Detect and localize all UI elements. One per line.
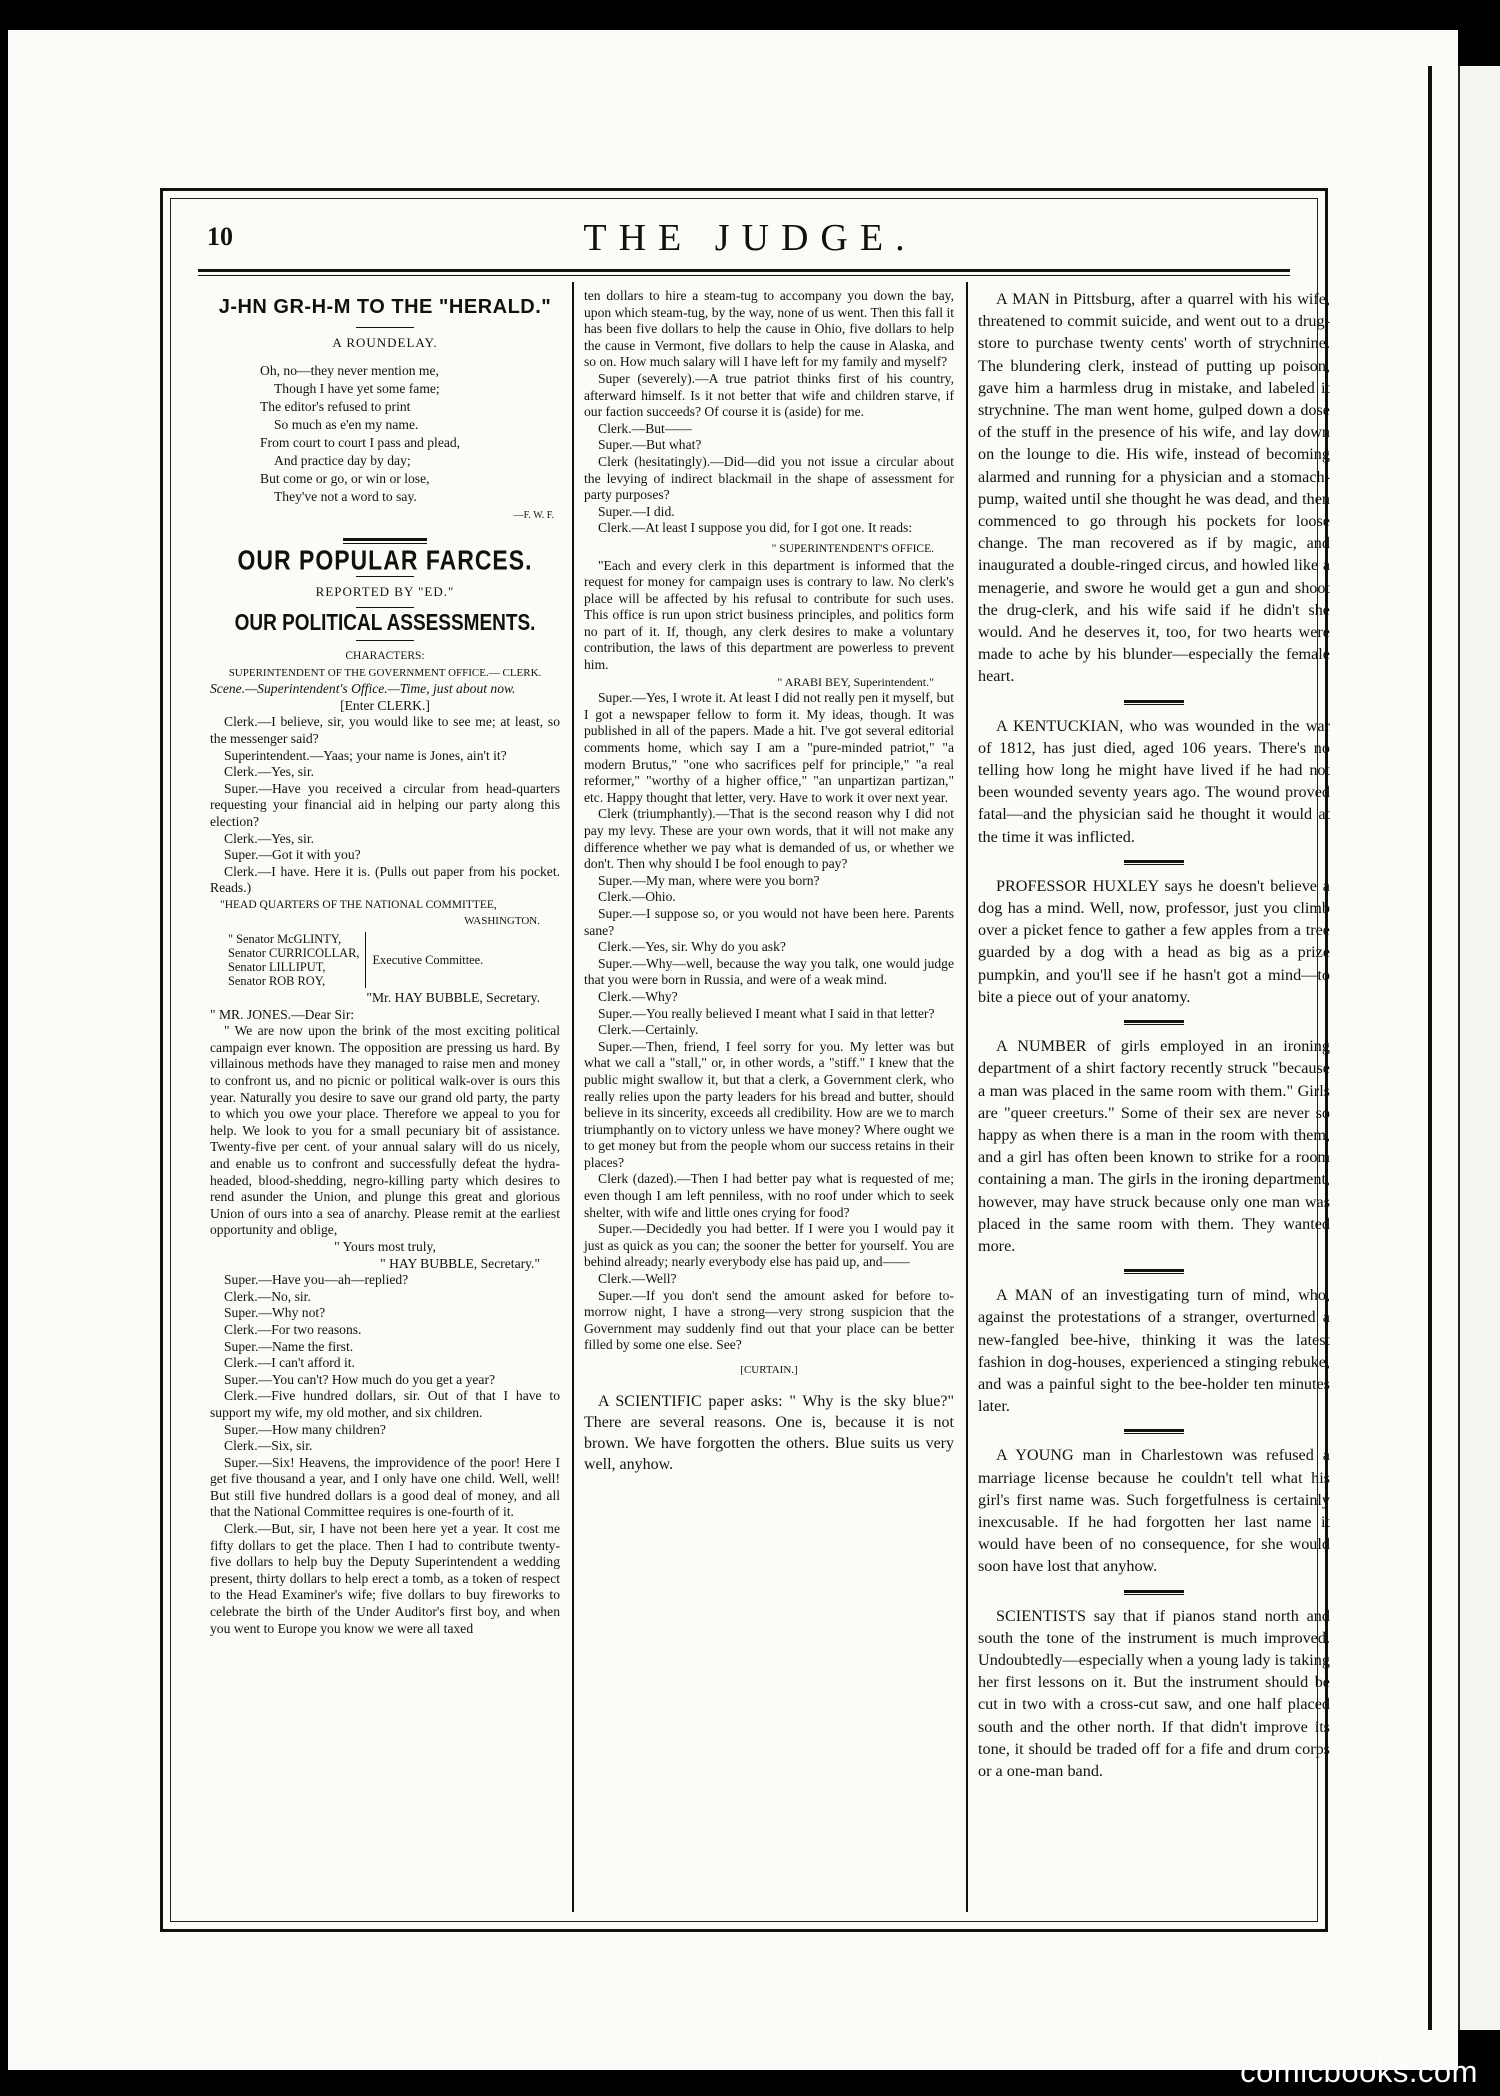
rule <box>356 607 414 608</box>
news-item: A MAN of an investigating turn of mind, who, against the protestations of a stranger, overturned a new-fangled bee-hive, thinking it was the latest fashion in dog-houses, experienced a stinging rebuke, and was a painful sight to the bee-holder ten minutes later. <box>978 1286 1330 1416</box>
poem-line: So much as e'en my name. <box>274 416 419 432</box>
dialogue-line: Super.—If you don't send the amount asked for before to-morrow night, I have a strong—very strong suspicion that the Government may suddenly find out that your place can be better filled by some one else. See? <box>584 1287 954 1353</box>
committee-names <box>228 932 366 988</box>
office-signature: " ARABI BEY, Superintendent." <box>777 674 934 689</box>
dialogue-line: Super (severely).—A true patriot thinks first of his country, afterward himself. Is it not better that wife and children starve, if our faction succeeds? Of course it is (aside) for me. <box>584 370 954 420</box>
dialogue-line: Super.—You really believed I meant what I said in that letter? <box>598 1005 935 1021</box>
poem <box>260 362 560 506</box>
curtain-direction: [CURTAIN.] <box>740 1364 798 1376</box>
adjacent-page-sliver <box>1458 66 1500 2030</box>
dialogue-line: Clerk.—I believe, sir, you would like to see me; at least, so the messenger said? <box>210 714 560 746</box>
byline: REPORTED BY "ED." <box>315 583 455 599</box>
rule <box>356 640 414 641</box>
rule <box>356 327 414 328</box>
dialogue-line: Clerk.—Ohio. <box>598 889 676 905</box>
dialogue-line: ten dollars to hire a steam-tug to accompany you down the bay, upon which steam-tug, by the way, none of us went. Then this fall it has been five dollars to help the cause in Ohio, five dollars to help the cause in Vermont, five dollars to help the cause in Alaska, and so on. How much salary will I have left for my family and myself? <box>584 288 954 370</box>
dialogue-line: Super.—I did. <box>598 503 675 519</box>
news-item: PROFESSOR HUXLEY says he doesn't believe a dog has a mind. Well, now, professor, just you climb over a picket fence to gather a few apples from a tree guarded by a dog with a head as big as a prize pumpkin, and you'll see if he hasn't got a mind—to bite a piece out of your anatomy. <box>978 876 1330 1006</box>
poem-signature: —F. W. F. <box>513 509 554 521</box>
news-item: A KENTUCKIAN, who was wounded in the war of 1812, has just died, aged 106 years. There's no telling how long he might have lived if he had not been wounded seventy years ago. The wound proved fatal—and the physician said he thought it would at the time it was inflicted. <box>978 716 1330 846</box>
dialogue-line: Super.—But what? <box>598 437 702 453</box>
news-item: A NUMBER of girls employed in an ironing department of a shirt factory recently struck "because a man was placed in the same room with them." Girls are "queer creeturs." Some of their sex are never so happy as when there is a man in the room with them, and a girl has often been known to strike for a room containing a man. The girls in the ironing department, however, may have struck because only one man was placed in the same room with them. They wanted more. <box>978 1037 1330 1255</box>
dialogue-line: Super.—Have you received a circular from head-quarters requesting your financial aid in helping our party along this election? <box>210 780 560 829</box>
news-item: SCIENTISTS say that if pianos stand north and south the tone of the instrument is much improved. Undoubtedly—especially when a young lady is taking her first lessons on it. But the instrument should be cut in two with a cross-cut saw, and one half placed south and the other north. If that didn't improve its tone, it should be traded off for a fife and drum corps or a one-man band. <box>978 1606 1330 1780</box>
dialogue-line: Clerk.—Five hundred dollars, sir. Out of that I have to support my wife, my old mother, and six children. <box>210 1388 560 1420</box>
column-divider <box>572 282 574 1912</box>
letter-closing: " Yours most truly, <box>334 1238 436 1254</box>
poem-line: They've not a word to say. <box>274 488 417 504</box>
poem-line: The editor's refused to print <box>260 398 411 414</box>
committee-member: Senator LILLIPUT, <box>228 960 326 975</box>
letter-place: WASHINGTON. <box>464 915 540 928</box>
poem-title: J-HN GR-H-M TO THE "HERALD." <box>218 296 552 318</box>
item-separator <box>1124 700 1184 705</box>
dialogue-line: Super.—Got it with you? <box>224 847 361 863</box>
masthead-title: THE JUDGE. <box>583 217 917 259</box>
dialogue-line: Clerk.—Yes, sir. <box>224 764 315 780</box>
stage-direction: [Enter CLERK.] <box>340 697 430 713</box>
committee-label: Executive Committee. <box>372 953 484 968</box>
dialogue-line: Clerk.—I have. Here it is. (Pulls out paper from his pocket. Reads.) <box>210 863 560 896</box>
dialogue-line: Clerk.—I can't afford it. <box>224 1355 355 1371</box>
characters-list: SUPERINTENDENT OF THE GOVERNMENT OFFICE.— CLERK. <box>228 666 542 679</box>
dialogue-line: Clerk.—Why? <box>598 988 678 1004</box>
dialogue-line: Clerk.—At least I suppose you did, for I got one. It reads: <box>598 520 913 536</box>
poem-line: From court to court I pass and plead, <box>260 434 461 450</box>
column-1 <box>210 288 560 1637</box>
dialogue-line: Super.—I suppose so, or you would not have been here. Parents sane? <box>584 905 954 938</box>
poem-line: But come or go, or win or lose, <box>260 470 430 486</box>
item-separator <box>1124 860 1184 865</box>
dialogue-line: Super.—How many children? <box>224 1421 386 1437</box>
section-rule <box>343 538 427 544</box>
item-separator <box>1124 1429 1184 1434</box>
column-divider <box>966 282 968 1912</box>
page-number: 10 <box>207 222 233 251</box>
dialogue-line: Clerk.—For two reasons. <box>224 1321 362 1337</box>
committee-member: Senator CURRICOLLAR, <box>228 946 360 961</box>
news-item: A YOUNG man in Charlestown was refused a marriage license because he couldn't tell what his girl's first name was. Such forgetfulness is certainly inexcusable. If he had forgotten her last name it would have been of no consequence, for she would soon have lost that anyhow. <box>978 1446 1330 1576</box>
section-title: OUR POPULAR FARCES. <box>237 544 533 576</box>
dialogue-line: Superintendent.—Yaas; your name is Jones, ain't it? <box>224 747 507 763</box>
page-edge-line <box>1428 66 1432 2030</box>
letter-body: " We are now upon the brink of the most exciting political campaign ever known. The opposition are pressing us hard. By villainous methods have they managed to raise men and money to confront us, and no picnic or political walk-over is ours this year. Naturally you desire to save our grand old party, the party to which you owe your place. Therefore we appeal to you for help. We look to you for a small pecuniary bit of assistance. Twenty-five per cent. of your annual salary will do us nicely, and enable us to confront and successfully defeat the hydra-headed, blood-shedding, negro-killing party which desires to rend asunder the Union, and plunge this great and glorious Union of ours into a sea of anarchy. Please remit at the earliest opportunity and oblige, <box>210 1023 560 1238</box>
rule <box>356 576 414 577</box>
masthead-rule <box>198 269 1290 272</box>
dialogue-line: Clerk (triumphantly).—That is the second reason why I did not pay my levy. These are your own words, that it will not make any difference whether we pay what is demanded of us, or whether we don't. Then why should I be fool enough to pay? <box>584 806 954 872</box>
column-3 <box>978 288 1330 1782</box>
dialogue-line: Super.—Have you—ah—replied? <box>224 1272 409 1288</box>
dialogue-line: Super.—My man, where were you born? <box>598 872 820 888</box>
item-separator <box>1124 1020 1184 1025</box>
poem-line: Oh, no—they never mention me, <box>260 362 439 378</box>
dialogue-line: Clerk (dazed).—Then I had better pay what is requested of me; even though I am left penniless, with no roof under which to seek shelter, with wife and little ones crying for food? <box>584 1171 954 1220</box>
salutation: " MR. JONES.—Dear Sir: <box>210 1006 355 1022</box>
dialogue-line: Super.—Why not? <box>224 1305 326 1321</box>
letter-signature: " HAY BUBBLE, Secretary." <box>380 1255 540 1271</box>
news-item: A MAN in Pittsburg, after a quarrel with his wife, threatened to commit suicide, and went out to a drug-store to purchase twenty cents' worth of strychnine. The blundering clerk, instead of putting up poison, gave him a harmless drug in mistake, and labeled it strychnine. The man went home, gulped down a dose of the stuff in the presence of his wife, and lay down on the lounge to die. His wife, instead of becoming alarmed and running for a physician and a stomach-pump, waited until she thought he was dead, and then commenced to go through his pockets for loose change. The man recovered as if by magic, and inaugurated a double-ringed circus, and howled like a menagerie, and swore he would get a gun and shoot the drug-clerk, and his wife said if he didn't she would. And he deserves it, too, for two hearts were made to ache by his blunder—especially the female heart. <box>978 290 1330 686</box>
masthead-rule-thin <box>198 275 1290 276</box>
column-2 <box>584 288 954 1475</box>
dialogue-line: Clerk.—But, sir, I have not been here yet a year. It cost me fifty dollars to get the place. Then I had to contribute twenty-five dollars to help buy the Deputy Superintendent a wedding present, thirty dollars to help erect a tomb, as a token of respect to the Head Examiner's wife; five dollars to buy fireworks to celebrate the birth of the Under Auditor's first boy, and when you went to Europe you know we were all taxed <box>210 1521 560 1636</box>
dialogue-line: Clerk.—Yes, sir. Why do you ask? <box>598 939 786 955</box>
dialogue-line: Super.—Decidedly you had better. If I were you I would pay it just as quick as you can; the sooner the better for yourself. You are behind already; nearly everybody else has paid up, and—— <box>584 1221 954 1270</box>
office-heading: " SUPERINTENDENT'S OFFICE. <box>771 542 934 555</box>
article-title: OUR POLITICAL ASSESSMENTS. <box>234 611 536 637</box>
characters-label: CHARACTERS: <box>345 649 425 662</box>
poem-line: And practice day by day; <box>274 452 411 468</box>
committee-member: Senator ROB ROY, <box>228 974 326 989</box>
site-watermark: comicbooks.com <box>1240 2054 1478 2089</box>
letter-heading: "HEAD QUARTERS OF THE NATIONAL COMMITTEE, <box>220 898 497 911</box>
dialogue-line: Clerk.—Certainly. <box>598 1022 699 1038</box>
dialogue-line: Clerk.—Six, sir. <box>224 1438 313 1454</box>
dialogue-line: Super.—Name the first. <box>224 1338 354 1354</box>
dialogue-line: Super.—Yes, I wrote it. At least I did not really pen it myself, but I got a newspaper fellow to form it. My ideas, though. It was published in all of the papers. Made a hit. I've got several editorial comments home, which say I am a "pure-minded patriot," "a modern Brutus," "one who sacrifices pelf for principle," "a real reformer," "worthy of a higher office," "an unpartizan partizan," etc. Happy thought that letter, very. Have to work it over next year. <box>584 690 954 805</box>
dialogue-line: Clerk (hesitatingly).—Did—did you not issue a circular about the levying of indirect blackmail in the shape of assessment for party purposes? <box>584 453 954 503</box>
dialogue-line: Clerk.—Well? <box>598 1271 677 1287</box>
secretary-line: "Mr. HAY BUBBLE, Secretary. <box>366 990 540 1006</box>
dialogue-line: Super.—Then, friend, I feel sorry for you. My letter was but what we call a "stall," or, in other words, a "stiff." I knew that the public might swallow it, but that a clerk, a Government clerk, who really relies upon the party leaders for his bread and butter, should believe in its sincerity, exceeds all credibility. How are we to march triumphantly on to victory unless we have money? Where ought we to get money but from the people whom our success retains in their places? <box>584 1038 954 1170</box>
office-circular: "Each and every clerk in this department is informed that the request for money for campaign uses is contrary to law. No clerk's place will be affected by his refusal to contribute for such uses. This office is run upon strict business principles, and politics form no part of it. If, though, any clerk desires to make a voluntary contribution, the laws of this department are powerless to prevent him. <box>584 557 954 673</box>
poem-subtitle: A ROUNDELAY. <box>332 335 438 350</box>
scene-line: Scene.—Superintendent's Office.—Time, just about now. <box>210 681 516 697</box>
dialogue-line: Super.—You can't? How much do you get a year? <box>224 1371 495 1387</box>
scientific-item: A SCIENTIFIC paper asks: " Why is the sky blue?" There are several reasons. One is, because it is not brown. We have forgotten the others. Blue suits us very well, anyhow. <box>584 1392 954 1473</box>
committee-block <box>228 932 560 988</box>
dialogue-line: Clerk.—Yes, sir. <box>224 830 315 846</box>
dialogue-line: Clerk.—No, sir. <box>224 1288 311 1304</box>
committee-member: " Senator McGLINTY, <box>228 932 342 947</box>
item-separator <box>1124 1590 1184 1595</box>
item-separator <box>1124 1269 1184 1274</box>
dialogue-line: Clerk.—But—— <box>598 420 693 436</box>
dialogue-line: Super.—Why—well, because the way you talk, one would judge that you were born in Russia, and were of a weak mind. <box>584 955 954 988</box>
poem-line: Though I have yet some fame; <box>274 380 440 396</box>
dialogue-line: Super.—Six! Heavens, the improvidence of the poor! Here I get five thousand a year, and I only have one child. Well, well! But still five hundred dollars is a good deal of money, and all that the National Committee requires is one-fourth of it. <box>210 1454 560 1520</box>
